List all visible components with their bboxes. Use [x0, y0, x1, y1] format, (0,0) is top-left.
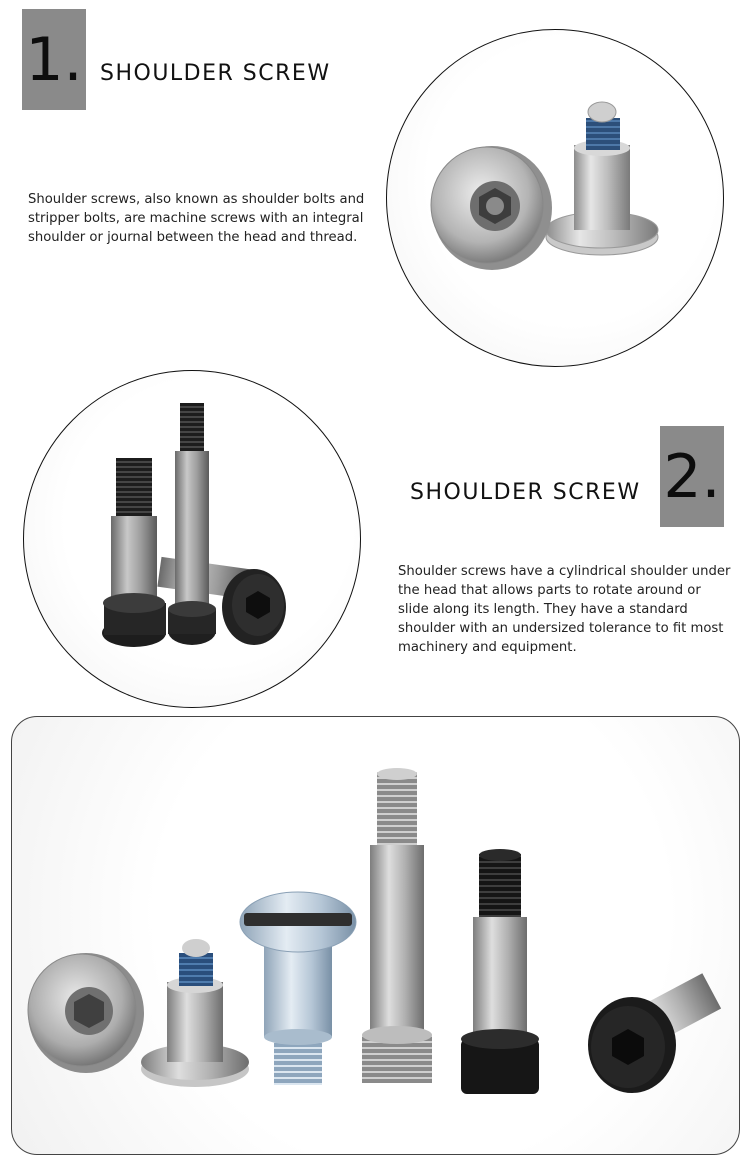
section-title-2: SHOULDER SCREW: [410, 480, 641, 505]
section-description-1: Shoulder screws, also known as shoulder bolts and stripper bolts, are machine screws with an integral shoulder or journal between the head and thread.: [28, 192, 365, 245]
photo-shoulder-screw-assortment: [11, 716, 740, 1155]
section-number-1: 1.: [22, 9, 86, 110]
photo-aluminium-shoulder-screws: [386, 29, 724, 367]
section-number-2: 2.: [660, 426, 724, 527]
section-title-1: SHOULDER SCREW: [100, 61, 331, 86]
photo-black-shoulder-screws: [23, 370, 361, 708]
section-description-2: Shoulder screws have a cylindrical shoulder under the head that allows parts to rotate around or slide along its length. They have a standard shoulder with an undersized tolerance to fit most machinery and equipment.: [398, 564, 731, 655]
